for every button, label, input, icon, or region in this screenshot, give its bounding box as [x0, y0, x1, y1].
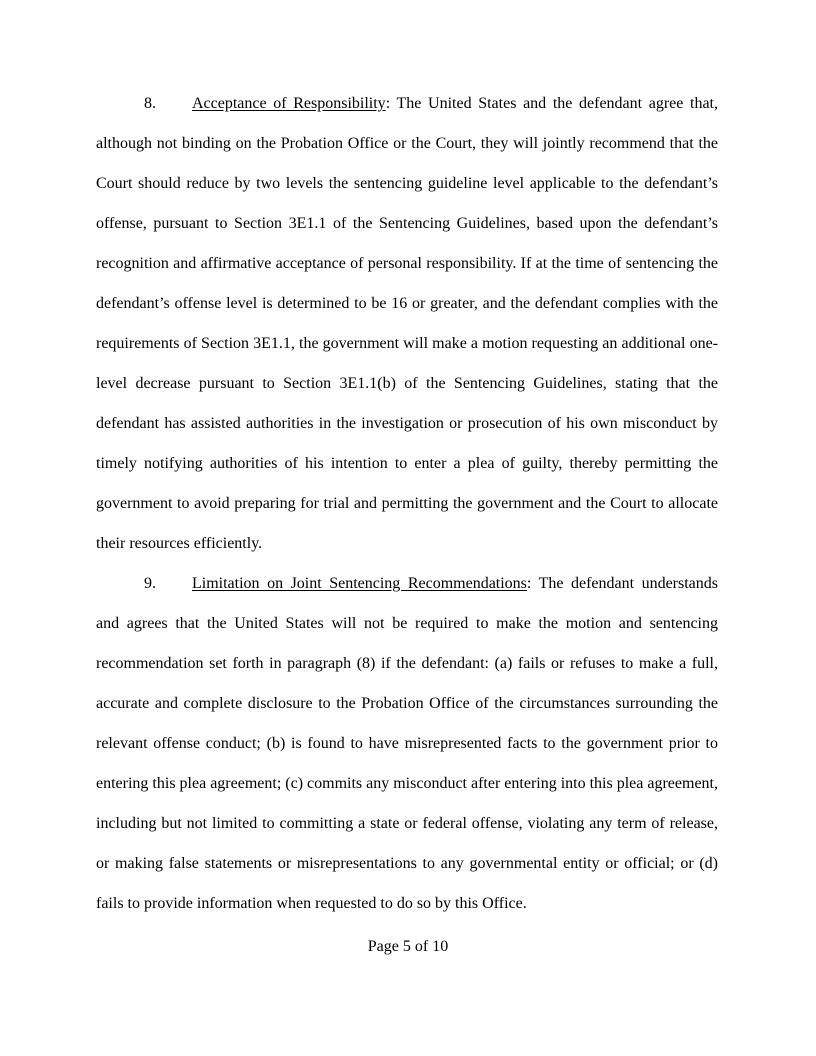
paragraph-number: 9.: [144, 575, 156, 592]
heading-separator: :: [526, 575, 532, 592]
heading-separator: :: [385, 95, 391, 112]
page-footer: Page 5 of 10: [367, 938, 449, 955]
document-page: [96, 84, 718, 924]
paragraph-8: [96, 84, 718, 564]
paragraph-number: 8.: [144, 95, 156, 112]
paragraph-body: The United States and the defendant agree that, although not binding on the Probation Office or the Court, they will jointly recommend that the Court should reduce by two levels the sentencing guideline level applicable to the defendant’s offense, pursuant to Section 3E1.1 of the Sentencing Guidelines, based upon the defendant’s recognition and affirmative acceptance of personal responsibility. If at the time of sentencing the defendant’s offense level is determined to be 16 or greater, and the defendant complies with the requirements of Section 3E1.1, the government will make a motion requesting an additional one-level decrease pursuant to Section 3E1.1(b) of the Sentencing Guidelines, stating that the defendant has assisted authorities in the investigation or prosecution of his own misconduct by timely notifying authorities of his intention to enter a plea of guilty, thereby permitting the government to avoid preparing for trial and permitting the government and the Court to allocate their resources efficiently.: [96, 95, 719, 552]
paragraph-heading: Limitation on Joint Sentencing Recommendations: [192, 575, 527, 592]
paragraph-9: [96, 564, 718, 924]
paragraph-heading: Acceptance of Responsibility: [192, 95, 386, 112]
paragraph-body: The defendant understands and agrees that the United States will not be required to make the motion and sentencing recommendation set forth in paragraph (8) if the defendant: (a) fails or refuses to make a full, accurate and complete disclosure to the Probation Office of the circumstances surrounding the relevant offense conduct; (b) is found to have misrepresented facts to the government prior to entering this plea agreement; (c) commits any misconduct after entering into this plea agreement, including but not limited to committing a state or federal offense, violating any term of release, or making false statements or misrepresentations to any governmental entity or official; or (d) fails to provide information when requested to do so by this Office.: [96, 575, 718, 912]
